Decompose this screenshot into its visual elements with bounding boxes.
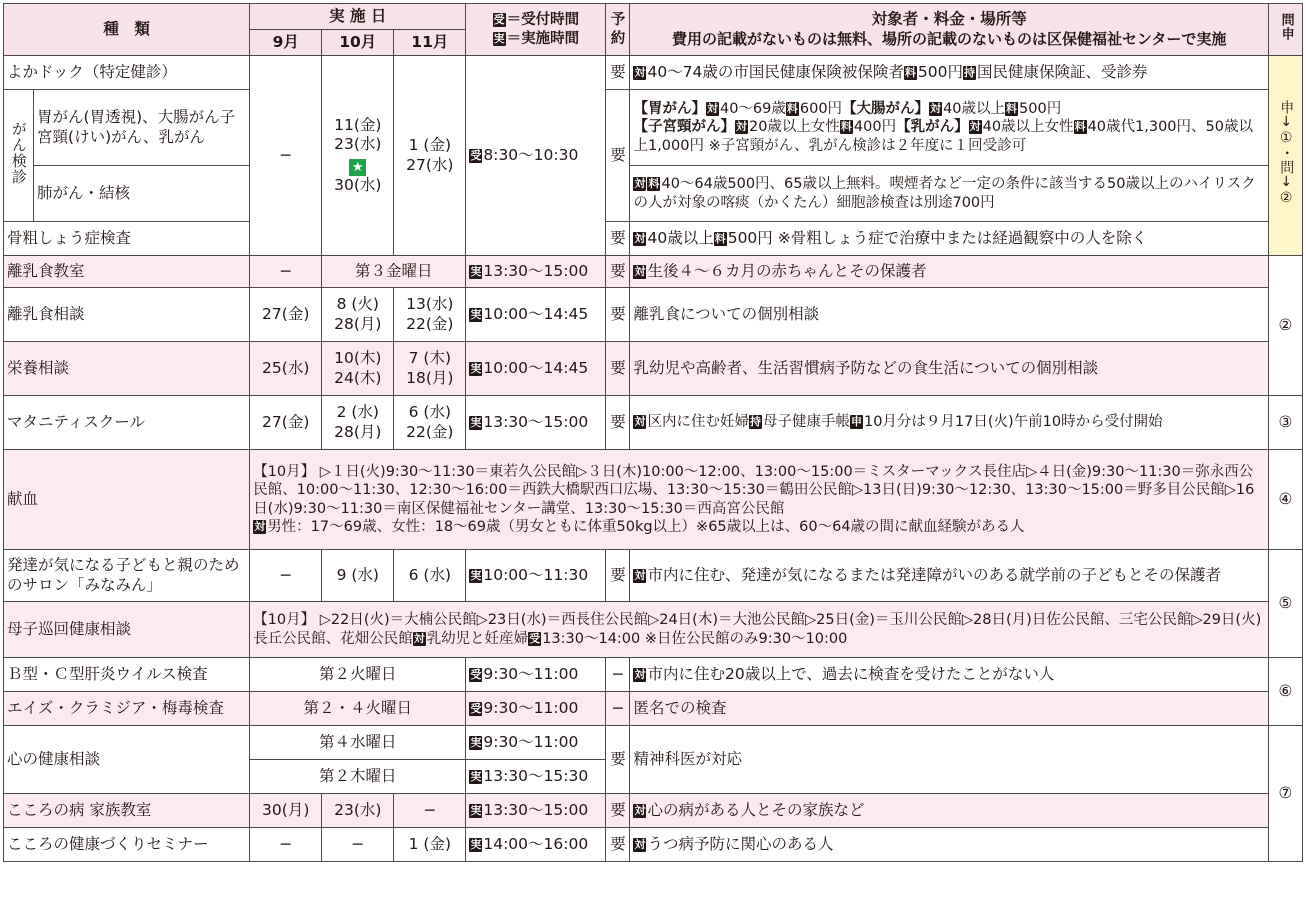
- row-reserve: 要: [606, 288, 630, 342]
- table-row: [4, 692, 1303, 726]
- gan-group: がん検診: [4, 90, 34, 222]
- table-row: [4, 90, 1303, 166]
- table-row: [4, 828, 1303, 862]
- row-m10-11: 第３金曜日: [322, 256, 466, 288]
- gan-time: 受 8:30〜10:30: [466, 56, 606, 256]
- row-m9: −: [250, 828, 322, 862]
- row-time: 実 14:00〜16:00: [466, 828, 606, 862]
- row-reserve: 要: [606, 726, 630, 794]
- row-detail: 対 40歳以上料 500円 ※骨粗しょう症で治療中または経過観察中の人を除く: [630, 222, 1268, 256]
- row-detail: 対 料 40〜64歳500円、65歳以上無料。喫煙者など一定の条件に該当する50歳以上のハイリスクの人が対象の喀痰（かくたん）細胞診検査は別途700円: [630, 166, 1268, 222]
- header-target: 対象者・料金・場所等 費用の記載がないものは無料、場所の記載のないものは区保健福祉センターで実施: [630, 4, 1268, 56]
- contact-5: ⑤: [1268, 550, 1302, 658]
- contact-sidebar: 申↓①・問↓②: [1268, 56, 1302, 256]
- row-detail: 対 市内に住む20歳以上で、過去に検査を受けたことがない人: [630, 658, 1268, 692]
- row-name: 発達が気になる子どもと親のためのサロン「みなみん」: [4, 550, 250, 602]
- row-reserve: 要: [606, 828, 630, 862]
- row-time: 実 13:30〜15:00: [466, 396, 606, 450]
- row-time: 実 13:30〜15:30: [466, 760, 606, 794]
- table-row: [4, 288, 1303, 342]
- header-kind: 種 類: [4, 4, 250, 56]
- row-m9: −: [250, 256, 322, 288]
- row-m11: −: [394, 794, 466, 828]
- row-time: 実 13:30〜15:00: [466, 256, 606, 288]
- contact-6: ⑥: [1268, 658, 1302, 726]
- row-time: 実 10:00〜14:45: [466, 288, 606, 342]
- row-detail: 【胃がん】対 40〜69歳料 600円【大腸がん】対 40歳以上料 500円 【子宮頸がん】対 20歳以上女性料 400円【乳がん】対 40歳以上女性料 40歳代1,300円、50歳以上1,000円 ※子宮頸がん、乳がん検診は２年度に１回受診可: [630, 90, 1268, 166]
- row-name: 骨粗しょう症検査: [4, 222, 250, 256]
- row-m9: 27(金): [250, 288, 322, 342]
- row-name: こころの病 家族教室: [4, 794, 250, 828]
- row-detail: 対 心の病がある人とその家族など: [630, 794, 1268, 828]
- header-month-10: 10月: [322, 30, 394, 56]
- table-row: [4, 56, 1303, 90]
- row-m10: −: [322, 828, 394, 862]
- row-time: 実 9:30〜11:00: [466, 726, 606, 760]
- row-days: 第２木曜日: [250, 760, 466, 794]
- row-name: 母子巡回健康相談: [4, 602, 250, 658]
- row-m11: 7 (木) 18(月): [394, 342, 466, 396]
- row-m11: 6 (水) 22(金): [394, 396, 466, 450]
- row-m10: 9 (水): [322, 550, 394, 602]
- header-month-11: 11月: [394, 30, 466, 56]
- row-m11: 1 (金): [394, 828, 466, 862]
- table-row: [4, 256, 1303, 288]
- row-m10: 23(水): [322, 794, 394, 828]
- row-m11: 6 (水): [394, 550, 466, 602]
- health-schedule-table: [3, 3, 1303, 862]
- row-name: 離乳食相談: [4, 288, 250, 342]
- row-detail: 【10月】 ▷22日(火)＝大楠公民館▷23日(水)＝西長住公民館▷24日(木)＝大池公民館▷25日(金)＝玉川公民館▷28日(月)日佐公民館、三宅公民館▷29日(火)長丘公民館、花畑公民館対 乳幼児と妊産婦受 13:30〜14:00 ※日佐公民館のみ9:30〜10:00: [250, 602, 1269, 658]
- row-reserve: 要: [606, 56, 630, 90]
- row-detail: 匿名での検査: [630, 692, 1268, 726]
- row-name: 栄養相談: [4, 342, 250, 396]
- gan-m11: 1 (金) 27(水): [394, 56, 466, 256]
- row-name: 献血: [4, 450, 250, 550]
- gan-m9: −: [250, 56, 322, 256]
- row-reserve: 要: [606, 222, 630, 256]
- row-name: 離乳食教室: [4, 256, 250, 288]
- row-reserve: −: [606, 658, 630, 692]
- row-m11: 13(水) 22(金): [394, 288, 466, 342]
- table-row: [4, 342, 1303, 396]
- row-days: 第４水曜日: [250, 726, 466, 760]
- header-reserve: 予約: [606, 4, 630, 56]
- row-reserve: 要: [606, 794, 630, 828]
- header-times: 受 ＝受付時間 実 ＝実施時間: [466, 4, 606, 56]
- contact-7: ⑦: [1268, 726, 1302, 862]
- row-detail: 精神科医が対応: [630, 726, 1268, 794]
- table-row: [4, 396, 1303, 450]
- row-days: 第２火曜日: [250, 658, 466, 692]
- row-detail: 対 生後４〜６カ月の赤ちゃんとその保護者: [630, 256, 1268, 288]
- row-name: エイズ・クラミジア・梅毒検査: [4, 692, 250, 726]
- row-name: 肺がん・結核: [34, 166, 250, 222]
- table-row: [4, 794, 1303, 828]
- row-m10: 10(木) 24(木): [322, 342, 394, 396]
- contact-3: ③: [1268, 396, 1302, 450]
- table-row: [4, 450, 1303, 550]
- row-m9: 27(金): [250, 396, 322, 450]
- row-detail: 乳幼児や高齢者、生活習慣病予防などの食生活についての個別相談: [630, 342, 1268, 396]
- row-m9: −: [250, 550, 322, 602]
- row-time: 受 9:30〜11:00: [466, 692, 606, 726]
- contact-2: ②: [1268, 256, 1302, 396]
- row-detail: 【10月】 ▷１日(火)9:30〜11:30＝東若久公民館▷３日(木)10:00〜12:00、13:00〜15:00＝ミスターマックス長住店▷４日(金)9:30〜11:30＝弥永西公民館、10:00〜11:30、12:30〜16:00＝西鉄大橋駅西口広場、13:30〜15:30＝鶴田公民館▷13日(日)9:30〜12:30、13:30〜15:00＝野多目公民館▷16日(水)9:30〜11:30＝南区保健福祉センター講堂、13:30〜15:30＝西高宮公民館 対 男性：17〜69歳、女性：18〜69歳（男女ともに体重50kg以上）※65歳以上は、60〜64歳の間に献血経験がある人: [250, 450, 1269, 550]
- row-name: こころの健康づくりセミナー: [4, 828, 250, 862]
- row-reserve: 要: [606, 90, 630, 222]
- row-reserve: −: [606, 692, 630, 726]
- table-row: [4, 166, 1303, 222]
- row-detail: 対 うつ病予防に関心のある人: [630, 828, 1268, 862]
- table-row: [4, 726, 1303, 760]
- table-row: [4, 658, 1303, 692]
- header-month-9: 9月: [250, 30, 322, 56]
- row-reserve: 要: [606, 256, 630, 288]
- header-contact: 問申: [1268, 4, 1302, 56]
- row-time: 実 10:00〜11:30: [466, 550, 606, 602]
- row-detail: 対 区内に住む妊婦持 母子健康手帳申 10月分は９月17日(火)午前10時から受付開始: [630, 396, 1268, 450]
- table-row: [4, 222, 1303, 256]
- row-time: 受 9:30〜11:00: [466, 658, 606, 692]
- row-reserve: 要: [606, 396, 630, 450]
- row-time: 実 13:30〜15:00: [466, 794, 606, 828]
- contact-4: ④: [1268, 450, 1302, 550]
- header-dates: 実 施 日: [250, 4, 466, 30]
- table-row: [4, 550, 1303, 602]
- row-detail: 離乳食についての個別相談: [630, 288, 1268, 342]
- row-name: 胃がん(胃透視)、大腸がん子宮頸(けい)がん、乳がん: [34, 90, 250, 166]
- row-m10: 8 (火) 28(月): [322, 288, 394, 342]
- row-m9: 25(水): [250, 342, 322, 396]
- gan-m10: 11(金) 23(水) ★ 30(水): [322, 56, 394, 256]
- row-name: よかドック（特定健診）: [4, 56, 250, 90]
- row-m10: 2 (水) 28(月): [322, 396, 394, 450]
- row-reserve: 要: [606, 342, 630, 396]
- row-time: 実 10:00〜14:45: [466, 342, 606, 396]
- row-name: 心の健康相談: [4, 726, 250, 794]
- row-name: マタニティスクール: [4, 396, 250, 450]
- row-name: Ｂ型・Ｃ型肝炎ウイルス検査: [4, 658, 250, 692]
- star-icon: ★: [349, 159, 366, 176]
- row-days: 第２・４火曜日: [250, 692, 466, 726]
- row-m9: 30(月): [250, 794, 322, 828]
- row-detail: 対 40〜74歳の市国民健康保険被保険者料 500円持 国民健康保険証、受診券: [630, 56, 1268, 90]
- row-detail: 対 市内に住む、発達が気になるまたは発達障がいのある就学前の子どもとその保護者: [630, 550, 1268, 602]
- table-row: [4, 602, 1303, 658]
- row-reserve: 要: [606, 550, 630, 602]
